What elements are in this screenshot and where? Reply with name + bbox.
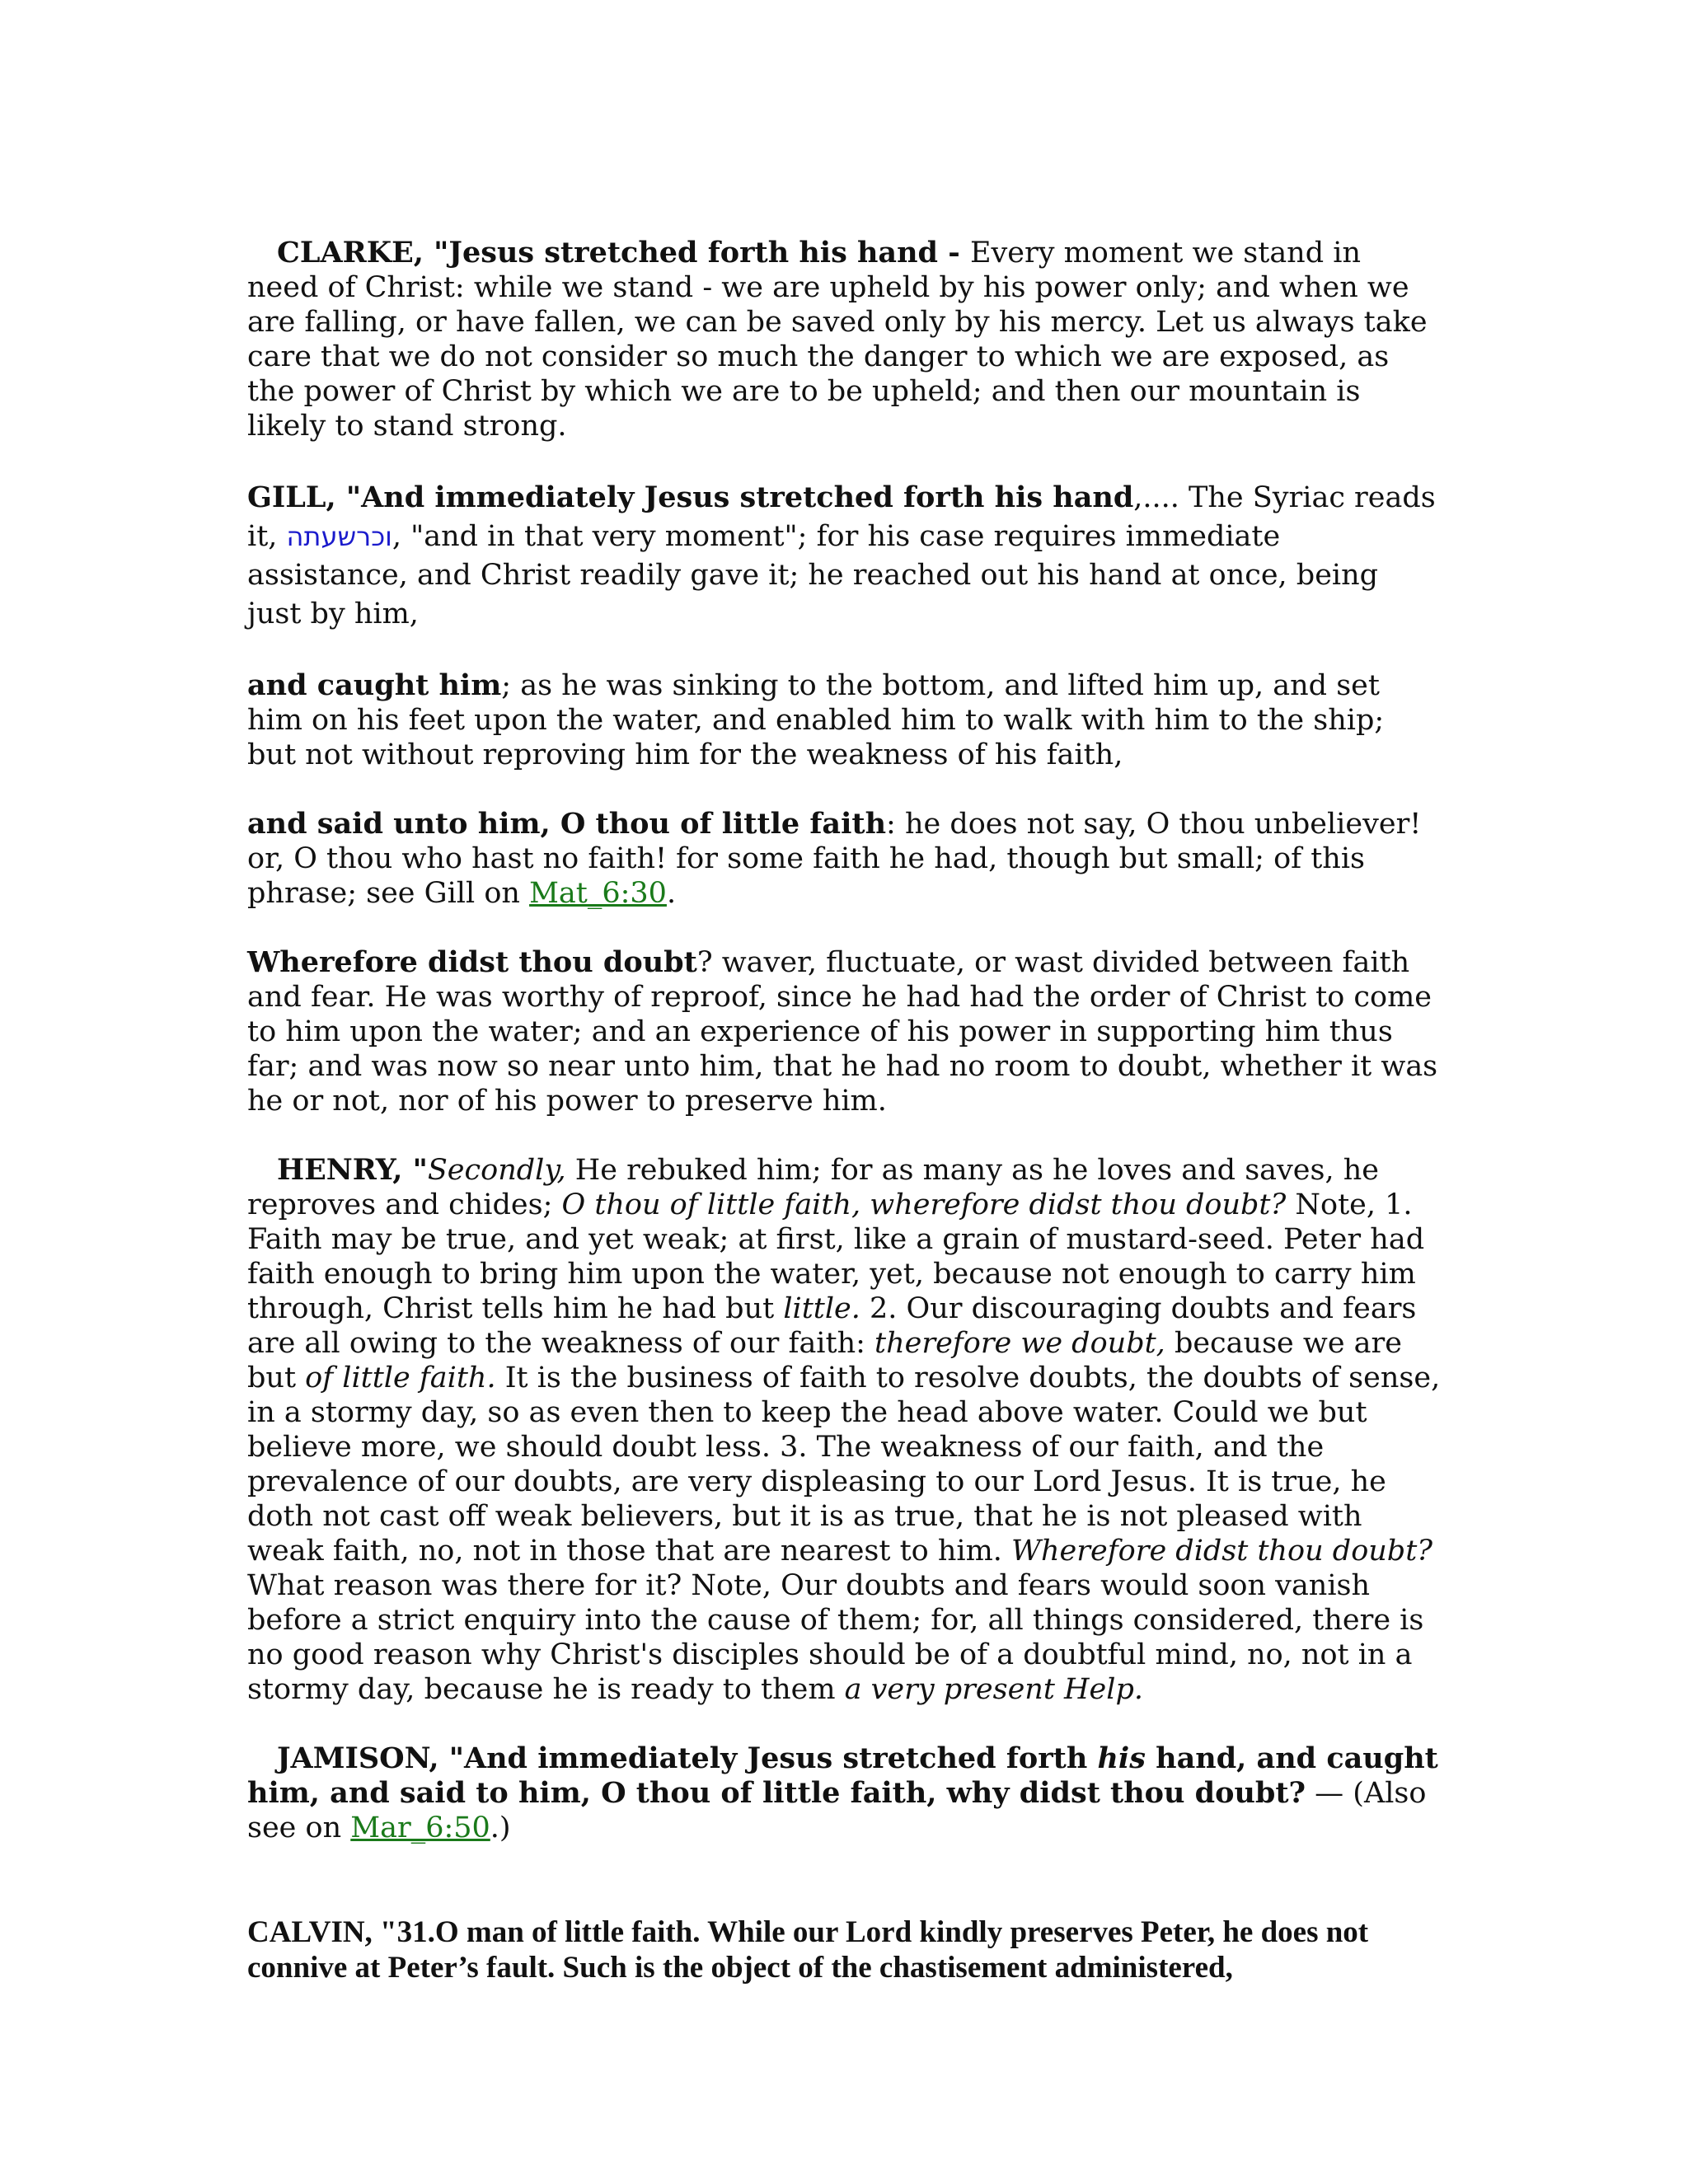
gill-text-3-end: .: [666, 877, 677, 910]
henry-text-6: What reason was there for it? Note, Our doubts and fears would soon vanish before a strict enquiry into the cause of them; for, all things considered, there is no good reason why Christ's disciples should be of a doubtful mind, no, not in a stormy day, because he is ready to them: [247, 1569, 1424, 1706]
clarke-heading: CLARKE, "Jesus stretched forth his hand -: [277, 236, 970, 269]
clarke-text: Every moment we stand in need of Christ: while we stand - we are upheld by his power only; and when we are falling, or have fallen, we can be saved only by his mercy. Let us always take care that we do not consider so much the danger to which we are exposed, as the power of Christ by which we are to be upheld; and then our mountain is likely to stand strong.: [247, 237, 1428, 443]
gill-heading-2: and caught him: [247, 668, 502, 702]
clarke-paragraph: [247, 236, 1441, 443]
gill-paragraph-3: [247, 807, 1441, 911]
mar-6-50-link[interactable]: Mar_6:50: [350, 1811, 490, 1844]
jamison-text-end: .): [490, 1811, 511, 1844]
jamison-heading-em: his: [1097, 1741, 1146, 1775]
henry-text-3: 2. Our discouraging doubts and fears are all owing to the weakness of our faith:: [247, 1292, 1417, 1360]
gill-paragraph-2: [247, 668, 1441, 772]
henry-text-5: It is the business of faith to resolve doubts, the doubts of sense, in a stormy day, so as even then to keep the head above water. Could we but believe more, we should doubt less. 3. The weakness of our faith, and the prevalence of our doubts, are very displeasing to our Lord Jesus. It is true, he doth not cast off weak believers, but it is as true, that he is not pleased with weak faith, no, not in those that are nearest to him.: [247, 1361, 1441, 1568]
henry-em-5: of little faith.: [305, 1361, 496, 1394]
mat-6-30-link[interactable]: Mat_6:30: [529, 877, 667, 910]
document-page: [247, 236, 1441, 2020]
jamison-heading-part-1: JAMISON, "And immediately Jesus stretched forth: [277, 1741, 1098, 1775]
henry-text-4: because we are but: [247, 1327, 1402, 1394]
gill-text-1b: , "and in that very moment"; for his case requires immediate assistance, and Christ readily gave it; he reached out his hand at once, being just by him,: [247, 520, 1379, 630]
henry-em-3: little.: [783, 1292, 860, 1325]
henry-text-2: Note, 1. Faith may be true, and yet weak; at first, like a grain of mustard-seed. Peter had faith enough to bring him upon the water, yet, because not enough to carry him through, Christ tells him he had but: [247, 1188, 1425, 1325]
henry-text-1: He rebuked him; for as many as he loves and saves, he reproves and chides;: [247, 1154, 1379, 1221]
jamison-heading: [247, 1741, 1438, 1810]
henry-paragraph: [247, 1153, 1441, 1707]
gill-heading-4: Wherefore didst thou doubt: [247, 945, 697, 979]
gill-heading: GILL, "And immediately Jesus stretched forth his hand: [247, 480, 1134, 514]
gill-text-4: ? waver, fluctuate, or wast divided between faith and fear. He was worthy of reproof, since he had had the order of Christ to come to him upon the water; and an experience of his power in supporting him thus far; and was now so near unto him, that he had no room to doubt, whether it was he or not, nor of his power to preserve him.: [247, 946, 1438, 1118]
henry-em-7: a very present Help.: [844, 1673, 1143, 1706]
gill-paragraph-1: [247, 478, 1441, 634]
henry-em-6: Wherefore didst thou doubt?: [1011, 1535, 1433, 1568]
gill-text-3: : he does not say, O thou unbeliever! or, O thou who hast no faith! for some faith he had, though but small; of this phrase; see Gill on: [247, 808, 1422, 910]
gill-paragraph-4: [247, 945, 1441, 1118]
henry-em-2: O thou of little faith, wherefore didst thou doubt?: [561, 1188, 1287, 1221]
gill-text-1a: ,.... The Syriac reads it,: [247, 481, 1436, 553]
jamison-heading-part-2: hand, and caught him, and said to him, O thou of little faith, why didst thou doubt?: [247, 1741, 1438, 1810]
henry-em-4: therefore we doubt,: [874, 1327, 1165, 1360]
henry-em-1: Secondly,: [427, 1154, 566, 1187]
gill-text-2: ; as he was sinking to the bottom, and lifted him up, and set him on his feet upon the water, and enabled him to walk with him to the ship; but not without reproving him for the weakness of his faith,: [247, 669, 1385, 771]
jamison-paragraph: [247, 1741, 1441, 1845]
jamison-text: — (Also see on: [247, 1777, 1427, 1844]
calvin-paragraph: CALVIN, "31.O man of little faith. While our Lord kindly preserves Peter, he does not connive at Peter’s fault. Such is the object of the chastisement administered,: [247, 1915, 1369, 1985]
henry-heading: HENRY, ": [277, 1153, 428, 1187]
gill-heading-3: and said unto him, O thou of little faith: [247, 807, 887, 841]
gill-hebrew-word: וכרשעתה: [286, 521, 392, 552]
